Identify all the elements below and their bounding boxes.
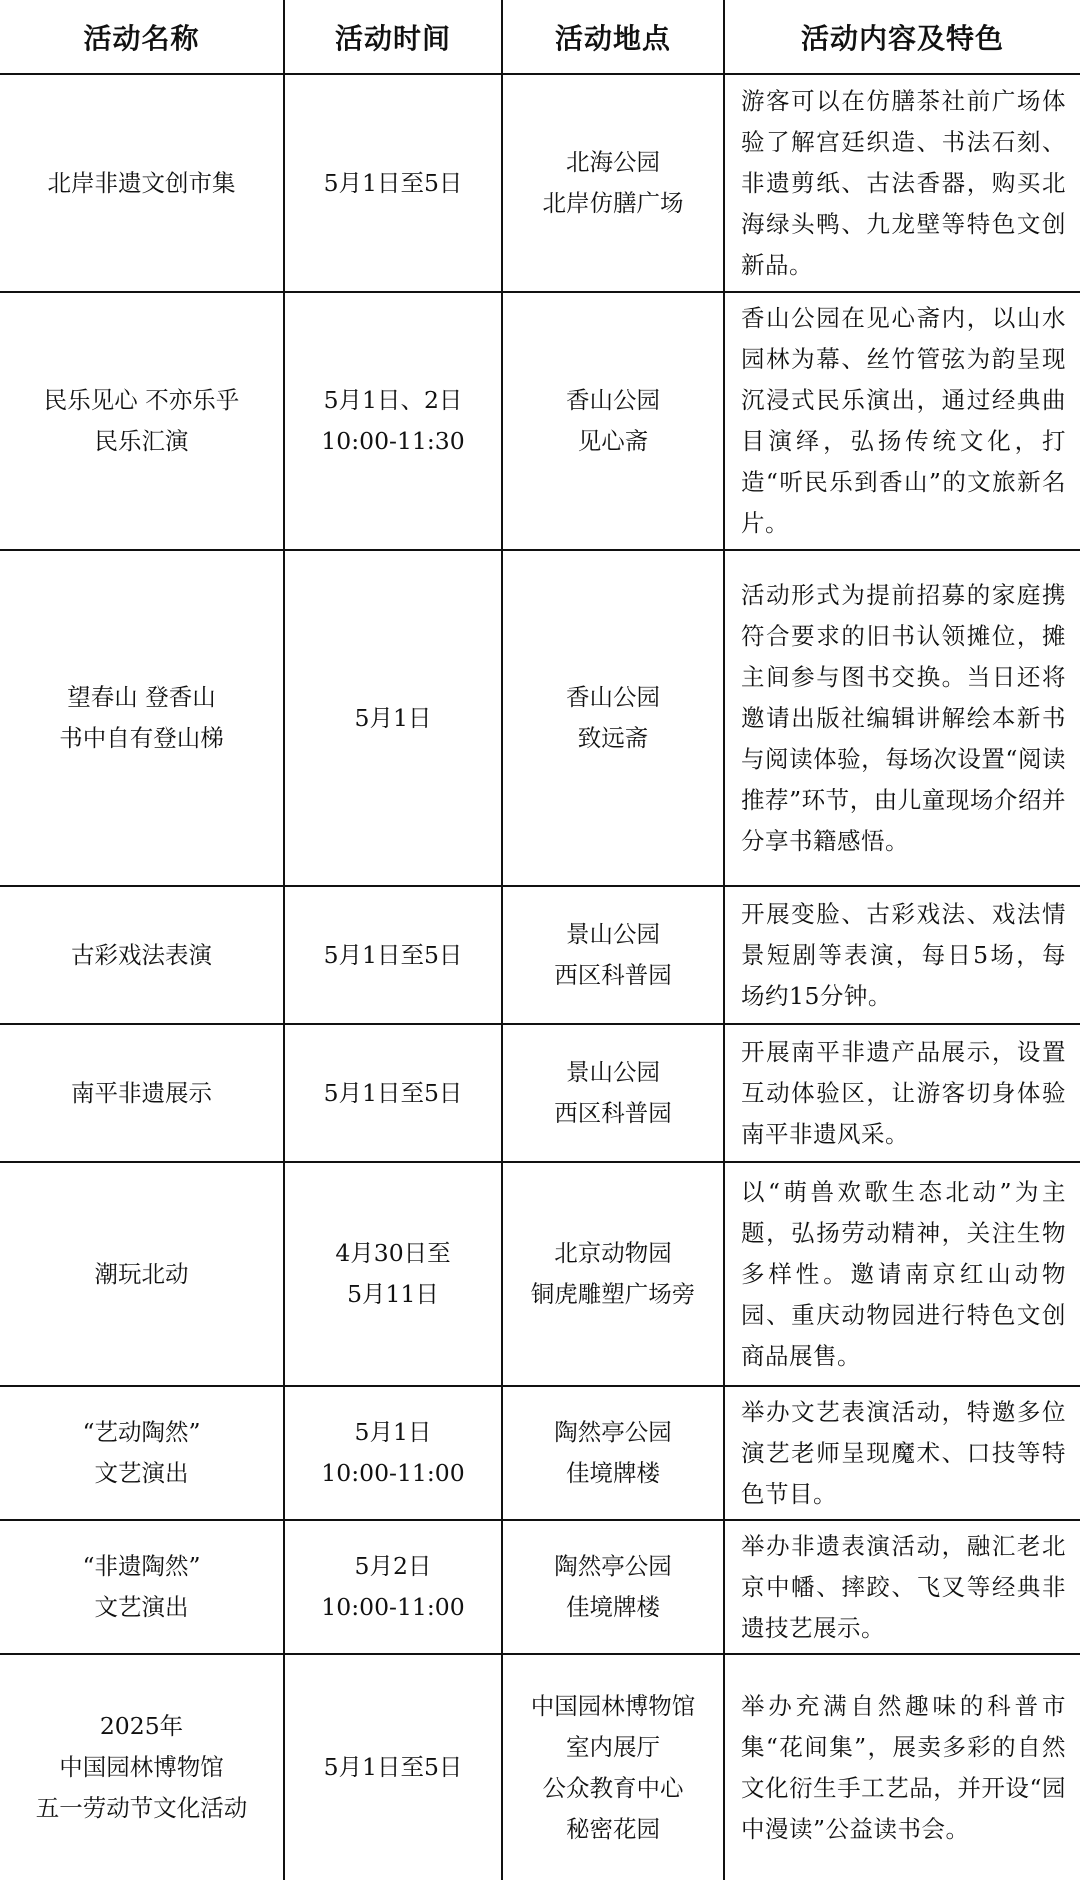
- activity-content: 以“萌兽欢歌生态北动”为主题，弘扬劳动精神，关注生物多样性。邀请南京红山动物园、重庆动物园进行特色文创商品展售。: [724, 1162, 1080, 1386]
- activity-time-cell: [284, 886, 502, 1024]
- activity-name: “非遗陶然”: [82, 1552, 201, 1580]
- table-row: [0, 74, 1080, 292]
- activity-name: 五一劳动节文化活动: [35, 1794, 248, 1822]
- activity-time: 10:00-11:00: [321, 1459, 465, 1487]
- activity-place-cell: [502, 1024, 724, 1162]
- activity-place: 致远斋: [577, 724, 649, 752]
- activity-place-cell: [502, 1654, 724, 1880]
- table-row: [0, 1520, 1080, 1654]
- activity-name-cell: [0, 74, 284, 292]
- activity-place-cell: [502, 74, 724, 292]
- activity-place: 北京动物园: [554, 1239, 672, 1267]
- activity-name: 北岸非遗文创市集: [47, 168, 236, 197]
- activity-time-cell: [284, 1024, 502, 1162]
- activity-content: 举办充满自然趣味的科普市集“花间集”，展卖多彩的自然文化衍生手工艺品，并开设“园中漫读”公益读书会。: [724, 1654, 1080, 1880]
- activity-time-cell: [284, 550, 502, 886]
- activity-content: 举办非遗表演活动，融汇老北京中幡、摔跤、飞叉等经典非遗技艺展示。: [724, 1520, 1080, 1654]
- activity-name-cell: [0, 1162, 284, 1386]
- activity-time: 10:00-11:30: [321, 427, 465, 455]
- table-row: [0, 1024, 1080, 1162]
- activity-content: 香山公园在见心斋内，以山水园林为幕、丝竹管弦为韵呈现沉浸式民乐演出，通过经典曲目演绎，弘扬传统文化，打造“听民乐到香山”的文旅新名片。: [724, 292, 1080, 550]
- activity-place: 秘密花园: [566, 1814, 660, 1843]
- activity-time: 5月1日、2日: [323, 386, 463, 414]
- activity-name: 书中自有登山梯: [59, 724, 224, 752]
- table-row: [0, 1386, 1080, 1520]
- activity-content: 活动形式为提前招募的家庭携符合要求的旧书认领摊位，摊主间参与图书交换。当日还将邀请出版社编辑讲解绘本新书与阅读体验，每场次设置“阅读推荐”环节，由儿童现场介绍并分享书籍感悟。: [724, 550, 1080, 886]
- activity-place-cell: [502, 1386, 724, 1520]
- activity-name: 古彩戏法表演: [71, 940, 212, 969]
- header-activity-time: 活动时间: [284, 0, 502, 74]
- activity-name-cell: [0, 1520, 284, 1654]
- activity-name-cell: [0, 1024, 284, 1162]
- table-row: [0, 550, 1080, 886]
- activity-time-cell: [284, 74, 502, 292]
- activity-place: 室内展厅: [566, 1732, 660, 1761]
- activity-place: 香山公园: [566, 386, 660, 414]
- activity-place: 西区科普园: [554, 961, 672, 989]
- activity-name: 潮玩北动: [94, 1259, 189, 1288]
- activity-place-cell: [502, 292, 724, 550]
- activity-place-cell: [502, 550, 724, 886]
- activity-place-cell: [502, 1520, 724, 1654]
- activity-time-cell: [284, 1162, 502, 1386]
- activity-place: 北岸仿膳广场: [542, 189, 684, 217]
- activity-name: “艺动陶然”: [82, 1418, 201, 1446]
- header-activity-name: 活动名称: [0, 0, 284, 74]
- table-row: [0, 886, 1080, 1024]
- header-activity-place: 活动地点: [502, 0, 724, 74]
- activity-place: 景山公园: [566, 1058, 660, 1086]
- activity-place: 香山公园: [566, 683, 660, 711]
- activity-name: 2025年: [99, 1712, 184, 1740]
- activity-place: 铜虎雕塑广场旁: [530, 1280, 696, 1308]
- activity-time: 5月1日至5日: [323, 168, 463, 197]
- activity-place: 见心斋: [577, 427, 649, 455]
- activity-name: 中国园林博物馆: [59, 1753, 224, 1781]
- activity-time-cell: [284, 292, 502, 550]
- activity-name: 文艺演出: [94, 1593, 189, 1621]
- activity-name: 民乐汇演: [94, 427, 189, 455]
- activity-time: 5月1日至5日: [323, 940, 463, 969]
- table-header: [0, 0, 1080, 74]
- activity-content: 开展变脸、古彩戏法、戏法情景短剧等表演，每日5场，每场约15分钟。: [724, 886, 1080, 1024]
- activity-place-cell: [502, 1162, 724, 1386]
- activity-time-cell: [284, 1386, 502, 1520]
- activity-place: 佳境牌楼: [566, 1459, 660, 1487]
- table-row: [0, 1654, 1080, 1880]
- activity-time: 5月2日: [354, 1552, 432, 1580]
- activity-name: 文艺演出: [94, 1459, 189, 1487]
- activity-time: 5月1日至5日: [323, 1753, 463, 1781]
- activity-content: 游客可以在仿膳茶社前广场体验了解宫廷织造、书法石刻、非遗剪纸、古法香器，购买北海绿头鸭、九龙壁等特色文创新品。: [724, 74, 1080, 292]
- activity-place: 北海公园: [566, 148, 660, 176]
- activity-time: 4月30日至: [335, 1239, 451, 1267]
- activity-time-cell: [284, 1520, 502, 1654]
- activity-name: 南平非遗展示: [71, 1078, 212, 1107]
- activity-place: 陶然亭公园: [554, 1552, 672, 1580]
- activity-place: 佳境牌楼: [566, 1593, 660, 1621]
- activity-place: 西区科普园: [554, 1099, 672, 1127]
- activity-content: 开展南平非遗产品展示，设置互动体验区，让游客切身体验南平非遗风采。: [724, 1024, 1080, 1162]
- activity-name-cell: [0, 292, 284, 550]
- table-row: [0, 292, 1080, 550]
- activity-time: 10:00-11:00: [321, 1593, 465, 1621]
- activity-name-cell: [0, 550, 284, 886]
- activity-place: 景山公园: [566, 920, 660, 948]
- activity-place: 公众教育中心: [542, 1773, 684, 1802]
- activity-time-cell: [284, 1654, 502, 1880]
- activity-time: 5月11日: [347, 1280, 439, 1308]
- table-row: [0, 1162, 1080, 1386]
- activity-name-cell: [0, 1654, 284, 1880]
- header-activity-content: 活动内容及特色: [724, 0, 1080, 74]
- activity-name-cell: [0, 886, 284, 1024]
- activity-place: 陶然亭公园: [554, 1418, 672, 1446]
- activity-time: 5月1日: [354, 1418, 432, 1446]
- activity-name: 望春山 登香山: [67, 683, 216, 711]
- activity-time: 5月1日至5日: [323, 1078, 463, 1107]
- activity-name-cell: [0, 1386, 284, 1520]
- activity-content: 举办文艺表演活动，特邀多位演艺老师呈现魔术、口技等特色节目。: [724, 1386, 1080, 1520]
- activity-name: 民乐见心 不亦乐乎: [43, 386, 240, 414]
- activity-place-cell: [502, 886, 724, 1024]
- activity-place: 中国园林博物馆: [530, 1691, 696, 1720]
- activity-time: 5月1日: [354, 703, 432, 732]
